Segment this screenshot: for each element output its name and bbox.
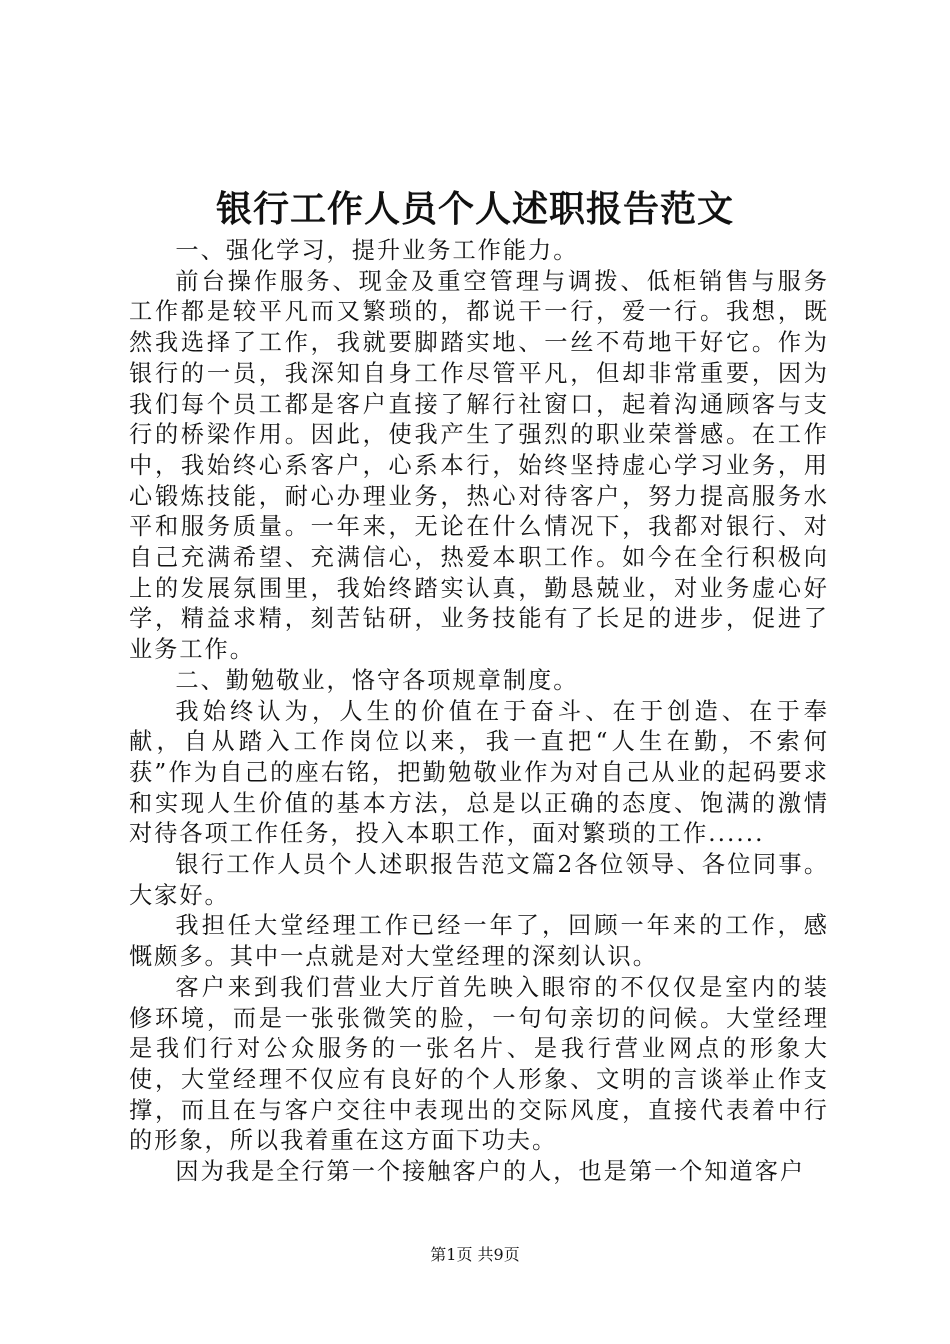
paragraph: 因为我是全行第一个接触客户的人，也是第一个知道客户 <box>175 1158 806 1186</box>
document-body <box>129 236 829 1188</box>
paragraph: 客户来到我们营业大厅首先映入眼帘的不仅仅是室内的装修环境，而是一张张微笑的脸，一句句亲切的问候。大堂经理是我们行对公众服务的一张名片、是我行营业网点的形象大使，大堂经理不仅应有良好的个人形象、文明的言谈举止作支撑，而且在与客户交往中表现出的交际风度，直接代表着中行的形象，所以我着重在这方面下功夫。 <box>129 973 829 1155</box>
paragraph: 前台操作服务、现金及重空管理与调拨、低柜销售与服务工作都是较平凡而又繁琐的，都说干一行，爱一行。我想，既然我选择了工作，我就要脚踏实地、一丝不苟地干好它。作为银行的一员，我深知自身工作尽管平凡，但却非常重要，因为我们每个员工都是客户直接了解行社窗口，起着沟通顾客与支行的桥梁作用。因此，使我产生了强烈的职业荣誉感。在工作中，我始终心系客户，心系本行，始终坚持虚心学习业务，用心锻炼技能，耐心办理业务，热心对待客户，努力提高服务水平和服务质量。一年来，无论在什么情况下，我都对银行、对自己充满希望、充满信心，热爱本职工作。如今在全行积极向上的发展氛围里，我始终踏实认真，勤恳兢业，对业务虚心好学，精益求精，刻苦钻研，业务技能有了长足的进步，促进了业务工作。 <box>129 267 829 664</box>
page-footer: 第1页 共9页 <box>430 1245 520 1264</box>
paragraph: 银行工作人员个人述职报告范文篇2各位领导、各位同事。大家好。 <box>129 851 829 909</box>
paragraph: 我始终认为，人生的价值在于奋斗、在于创造、在于奉献，自从踏入工作岗位以来，我一直把“人生在勤，不索何获”作为自己的座右铭，把勤勉敬业作为对自己从业的起码要求和实现人生价值的基本方法，总是以正确的态度、饱满的激情对待各项工作任务，投入本职工作，面对繁琐的工作...... <box>129 697 829 848</box>
section-heading-2: 二、勤勉敬业，恪守各项规章制度。 <box>175 666 579 694</box>
document-title: 银行工作人员个人述职报告范文 <box>215 188 734 230</box>
section-heading-1: 一、强化学习，提升业务工作能力。 <box>175 237 579 264</box>
paragraph: 我担任大堂经理工作已经一年了，回顾一年来的工作，感慨颇多。其中一点就是对大堂经理的深刻认识。 <box>129 912 829 971</box>
